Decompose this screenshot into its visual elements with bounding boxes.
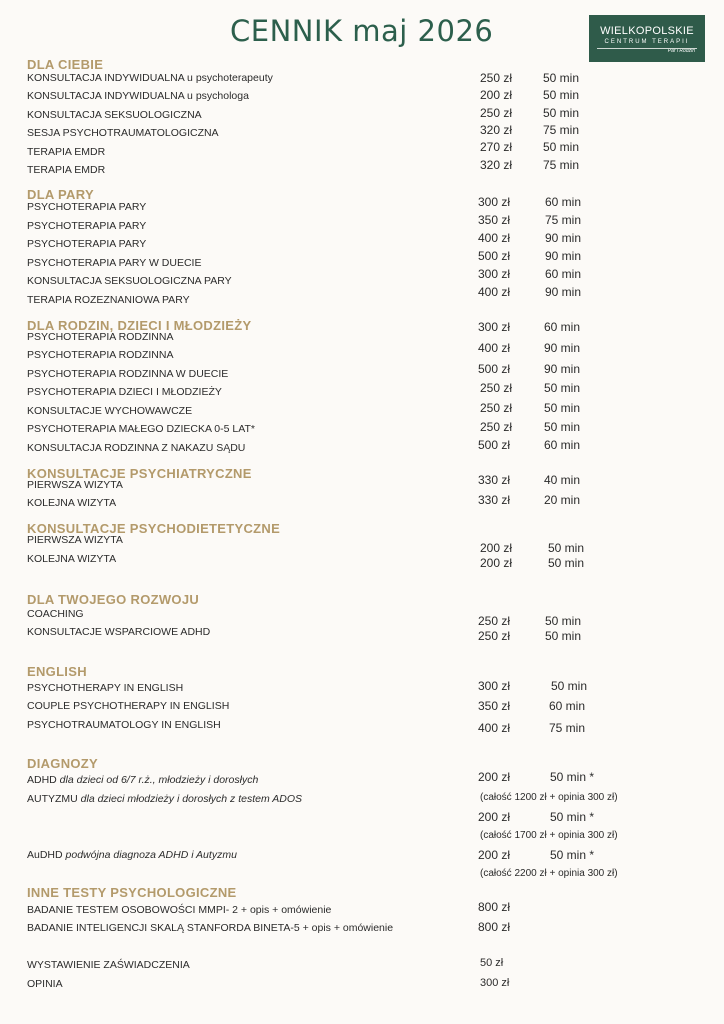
service-duration: 75 min [543, 158, 580, 172]
service-duration: 90 min [545, 285, 582, 299]
section-title: KONSULTACJE PSYCHIATRYCZNE [27, 466, 252, 481]
service-label: WYSTAWIENIE ZAŚWIADCZENIA [27, 959, 190, 971]
service-duration: 50 min [545, 614, 582, 628]
service-duration: 90 min [544, 362, 581, 376]
service-price: 250 zł [480, 71, 513, 85]
service-duration: 50 min [544, 381, 581, 395]
service-label: PSYCHOTERAPIA DZIECI I MŁODZIEŻY [27, 386, 222, 398]
service-price: 500 zł [478, 438, 511, 452]
service-price: 800 zł [478, 900, 511, 914]
service-label: PIERWSZA WIZYTA [27, 479, 123, 491]
service-label: PSYCHOTERAPIA PARY [27, 238, 147, 250]
service-price: 800 zł [478, 920, 511, 934]
service-label: TERAPIA ROZEZNANIOWA PARY [27, 294, 190, 306]
service-price: 400 zł [478, 231, 511, 245]
service-price: 250 zł [478, 614, 511, 628]
service-price: 400 zł [478, 341, 511, 355]
diagnosis-name: AUTYZMU [27, 793, 78, 805]
service-duration: 90 min [545, 249, 582, 263]
service-duration: 75 min [545, 213, 582, 227]
service-label: PSYCHOTERAPIA MAŁEGO DZIECKA 0-5 LAT* [27, 423, 255, 435]
service-duration: 20 min [544, 493, 581, 507]
service-duration: 50 min [548, 556, 585, 570]
service-price: 200 zł [478, 810, 511, 824]
service-price: 500 zł [478, 362, 511, 376]
logo-divider [597, 48, 697, 49]
section-title: KONSULTACJE PSYCHODIETETYCZNE [27, 521, 281, 536]
service-label: KOLEJNA WIZYTA [27, 553, 117, 565]
service-duration: 50 min [548, 541, 585, 555]
service-duration: 50 min [544, 401, 581, 415]
section-title: INNE TESTY PSYCHOLOGICZNE [27, 885, 237, 900]
diagnosis-description: dla dzieci od 6/7 r.ż., młodzieży i dorosłych [56, 774, 259, 786]
service-label: KONSULTACJA SEKSUOLOGICZNA [27, 109, 202, 121]
service-price: 500 zł [478, 249, 511, 263]
service-label: PSYCHOTERAPIA RODZINNA W DUECIE [27, 368, 229, 380]
service-duration: 50 min [543, 71, 580, 85]
service-duration: 60 min [549, 699, 586, 713]
logo-line-3: Par i Rodzin [667, 48, 695, 54]
service-duration: 60 min [544, 320, 581, 334]
diagnosis-name: ADHD [27, 774, 57, 786]
service-label: COUPLE PSYCHOTHERAPY IN ENGLISH [27, 700, 230, 712]
service-price: 300 zł [478, 267, 511, 281]
service-price: 200 zł [478, 848, 511, 862]
service-duration: 50 min [543, 140, 580, 154]
service-duration: 50 min [551, 679, 588, 693]
service-duration: 75 min [549, 721, 586, 735]
service-duration: 50 min * [550, 770, 595, 784]
service-price: 270 zł [480, 140, 513, 154]
service-duration: 90 min [545, 231, 582, 245]
section-title: ENGLISH [27, 664, 87, 679]
diagnosis-description: podwójna diagnoza ADHD i Autyzmu [62, 849, 237, 861]
service-price: 330 zł [478, 493, 511, 507]
service-label: PSYCHOTERAPIA RODZINNA [27, 331, 174, 343]
service-price: 200 zł [478, 770, 511, 784]
section-title: DIAGNOZY [27, 756, 99, 771]
service-label: PIERWSZA WIZYTA [27, 534, 123, 546]
service-label: KOLEJNA WIZYTA [27, 497, 117, 509]
service-label: KONSULTACJA INDYWIDUALNA u psychologa [27, 90, 249, 102]
service-label: SESJA PSYCHOTRAUMATOLOGICZNA [27, 127, 219, 139]
service-duration: 50 min [543, 106, 580, 120]
service-price: 200 zł [480, 541, 513, 555]
service-price: 320 zł [480, 158, 513, 172]
diagnosis-description: dla dzieci młodzieży i dorosłych z testem ADOS [77, 793, 303, 805]
service-price: 200 zł [480, 88, 513, 102]
service-price: 350 zł [478, 213, 511, 227]
service-label: BADANIE TESTEM OSOBOWOŚCI MMPI- 2 + opis + omówienie [27, 904, 332, 916]
service-label: PSYCHOTERAPIA PARY W DUECIE [27, 257, 202, 269]
diagnosis-label [27, 793, 302, 805]
clinic-logo [589, 15, 705, 62]
service-duration: 60 min [545, 195, 582, 209]
service-price: 250 zł [480, 106, 513, 120]
service-label: BADANIE INTELIGENCJI SKALĄ STANFORDA BINETA-5 + opis + omówienie [27, 922, 394, 934]
service-duration: 50 min * [550, 810, 595, 824]
service-duration: 50 min [543, 88, 580, 102]
section-title: DLA PARY [27, 187, 94, 202]
section-title: DLA TWOJEGO ROZWOJU [27, 592, 200, 607]
price-note: (całość 1200 zł + opinia 300 zł) [480, 792, 618, 803]
service-price: 400 zł [478, 285, 511, 299]
service-label: PSYCHOTERAPIA PARY [27, 220, 147, 232]
diagnosis-label [27, 774, 258, 786]
service-price: 300 zł [478, 679, 511, 693]
service-price: 250 zł [478, 629, 511, 643]
service-duration: 60 min [544, 438, 581, 452]
service-price: 250 zł [480, 401, 513, 415]
service-label: KONSULTACJA SEKSUOLOGICZNA PARY [27, 275, 232, 287]
service-price: 320 zł [480, 123, 513, 137]
service-duration: 50 min [545, 629, 582, 643]
service-price: 330 zł [478, 473, 511, 487]
service-duration: 40 min [544, 473, 581, 487]
service-price: 350 zł [478, 699, 511, 713]
service-duration: 50 min [544, 420, 581, 434]
diagnosis-label [27, 849, 237, 861]
service-label: KONSULTACJE WYCHOWAWCZE [27, 405, 193, 417]
service-label: PSYCHOTHERAPY IN ENGLISH [27, 682, 184, 694]
service-label: KONSULTACJA INDYWIDUALNA u psychoterapeuty [27, 72, 273, 84]
service-price: 250 zł [480, 381, 513, 395]
diagnosis-name: AuDHD [27, 849, 63, 861]
service-price: 300 zł [478, 320, 511, 334]
service-label: KONSULTACJE WSPARCIOWE ADHD [27, 626, 211, 638]
service-label: TERAPIA EMDR [27, 146, 106, 158]
service-price: 50 zł [480, 957, 504, 969]
service-duration: 50 min * [550, 848, 595, 862]
service-label: TERAPIA EMDR [27, 164, 106, 176]
price-note: (całość 1700 zł + opinia 300 zł) [480, 830, 618, 841]
service-duration: 75 min [543, 123, 580, 137]
logo-line-2: CENTRUM TERAPII [604, 39, 690, 45]
price-note: (całość 2200 zł + opinia 300 zł) [480, 868, 618, 879]
service-price: 300 zł [480, 977, 510, 989]
service-price: 300 zł [478, 195, 511, 209]
page-title: CENNIK maj 2026 [230, 14, 494, 48]
logo-line-1: WIELKOPOLSKIE [600, 25, 694, 37]
section-title: DLA RODZIN, DZIECI I MŁODZIEŻY [27, 318, 252, 333]
service-duration: 60 min [545, 267, 582, 281]
service-label: PSYCHOTERAPIA RODZINNA [27, 349, 174, 361]
service-price: 400 zł [478, 721, 511, 735]
service-label: PSYCHOTERAPIA PARY [27, 201, 147, 213]
service-duration: 90 min [544, 341, 581, 355]
service-label: COACHING [27, 608, 84, 620]
service-label: PSYCHOTRAUMATOLOGY IN ENGLISH [27, 719, 221, 731]
service-price: 200 zł [480, 556, 513, 570]
service-price: 250 zł [480, 420, 513, 434]
service-label: KONSULTACJA RODZINNA Z NAKAZU SĄDU [27, 442, 246, 454]
service-label: OPINIA [27, 978, 63, 990]
section-title: DLA CIEBIE [27, 57, 104, 72]
